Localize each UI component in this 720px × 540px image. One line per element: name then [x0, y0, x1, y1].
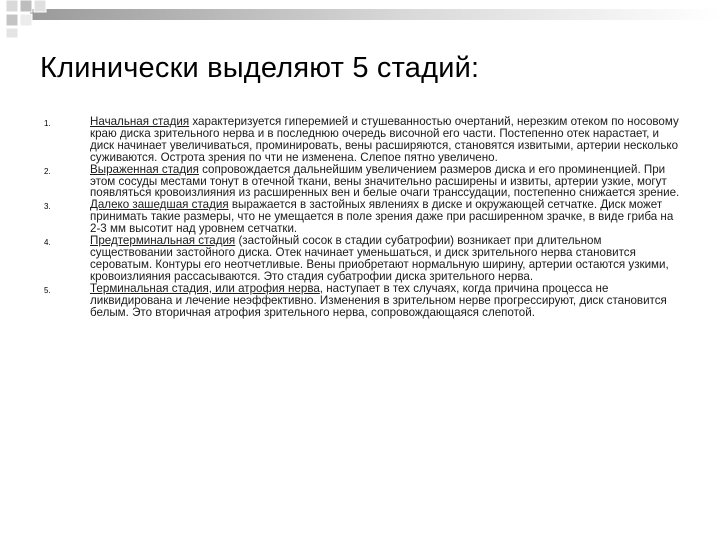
deco-square-5: [20, 14, 32, 26]
item-number: 1.: [44, 119, 51, 128]
deco-square-4: [6, 14, 18, 26]
slide-title: Клинически выделяют 5 стадий:: [40, 52, 480, 84]
stage-description: характеризуется гиперемией и стушеванностью очертаний, нерезким отеком по носовому краю диска зрительного нерва и в последнюю очередь височной его части. Постепенно отек нарастает, и диск начинает увеличиваться, проминировать, вены расширяются, становятся извитыми, артерии несколько суживаются. Острота зрения по чти не изменена. Слепое пятно увеличено.: [90, 115, 679, 164]
stage-description: , наступает в тех случаях, когда причина процесса не ликвидирована и лечение неэффективно. Изменения в зрительном нерве прогрессируют, диск становится белым. Это вторичная атрофия зрительного нерва, сопровождающаяся слепотой.: [90, 281, 667, 319]
header-decoration: [0, 0, 720, 40]
item-number: 5.: [44, 285, 51, 295]
item-number: 4.: [44, 238, 51, 248]
deco-square-2: [20, 0, 32, 12]
list-item: [44, 235, 684, 283]
item-number: 2.: [44, 166, 51, 176]
stages-list: [44, 116, 684, 318]
list-item: [44, 199, 684, 235]
stage-term: Далеко зашедшая стадия: [90, 198, 229, 212]
list-item: [44, 283, 684, 319]
deco-square-3: [34, 0, 46, 12]
header-gradient-bar: [30, 9, 720, 20]
list-item: [44, 164, 684, 200]
stage-description: сопровождается дальнейшим увеличением размеров диска и его проминенцией. При этом сосуды местами тонут в отечной ткани, вены значительно расширены и извиты, артерии узкие, могут появляться кровоизлияния из расширенных вен и белые очаги транссудации, постепенно снижается зрение.: [90, 162, 680, 200]
stage-description: (застойный сосок в стадии субатрофии) возникает при длительном существовании застойного диска. Отек начинает уменьшаться, и диск зрительного нерва становится сероватым. Контуры его неотчетливые. Вены приобретают нормальную ширину, артерии остаются узкими, кровоизлияния рассасываются. Это стадия субатрофии диска зрительного нерва.: [90, 234, 669, 283]
stage-description: выражается в застойных явлениях в диске и окружающей сетчатке. Диск может принимать такие размеры, что не умещается в поле зрения даже при расширенном зрачке, в виде гриба на 2-3 мм высотит над уровнем сетчатки.: [90, 198, 674, 236]
stage-term: Терминальная стадия, или атрофия нерва: [90, 281, 320, 295]
stage-term: Выраженная стадия: [90, 162, 199, 176]
deco-square-1: [6, 0, 18, 12]
deco-square-6: [6, 28, 18, 38]
list-item: [44, 116, 684, 164]
item-number: 3.: [44, 202, 51, 212]
stage-term: Начальная стадия: [90, 115, 190, 128]
stage-term: Предтерминальная стадия: [90, 234, 236, 248]
